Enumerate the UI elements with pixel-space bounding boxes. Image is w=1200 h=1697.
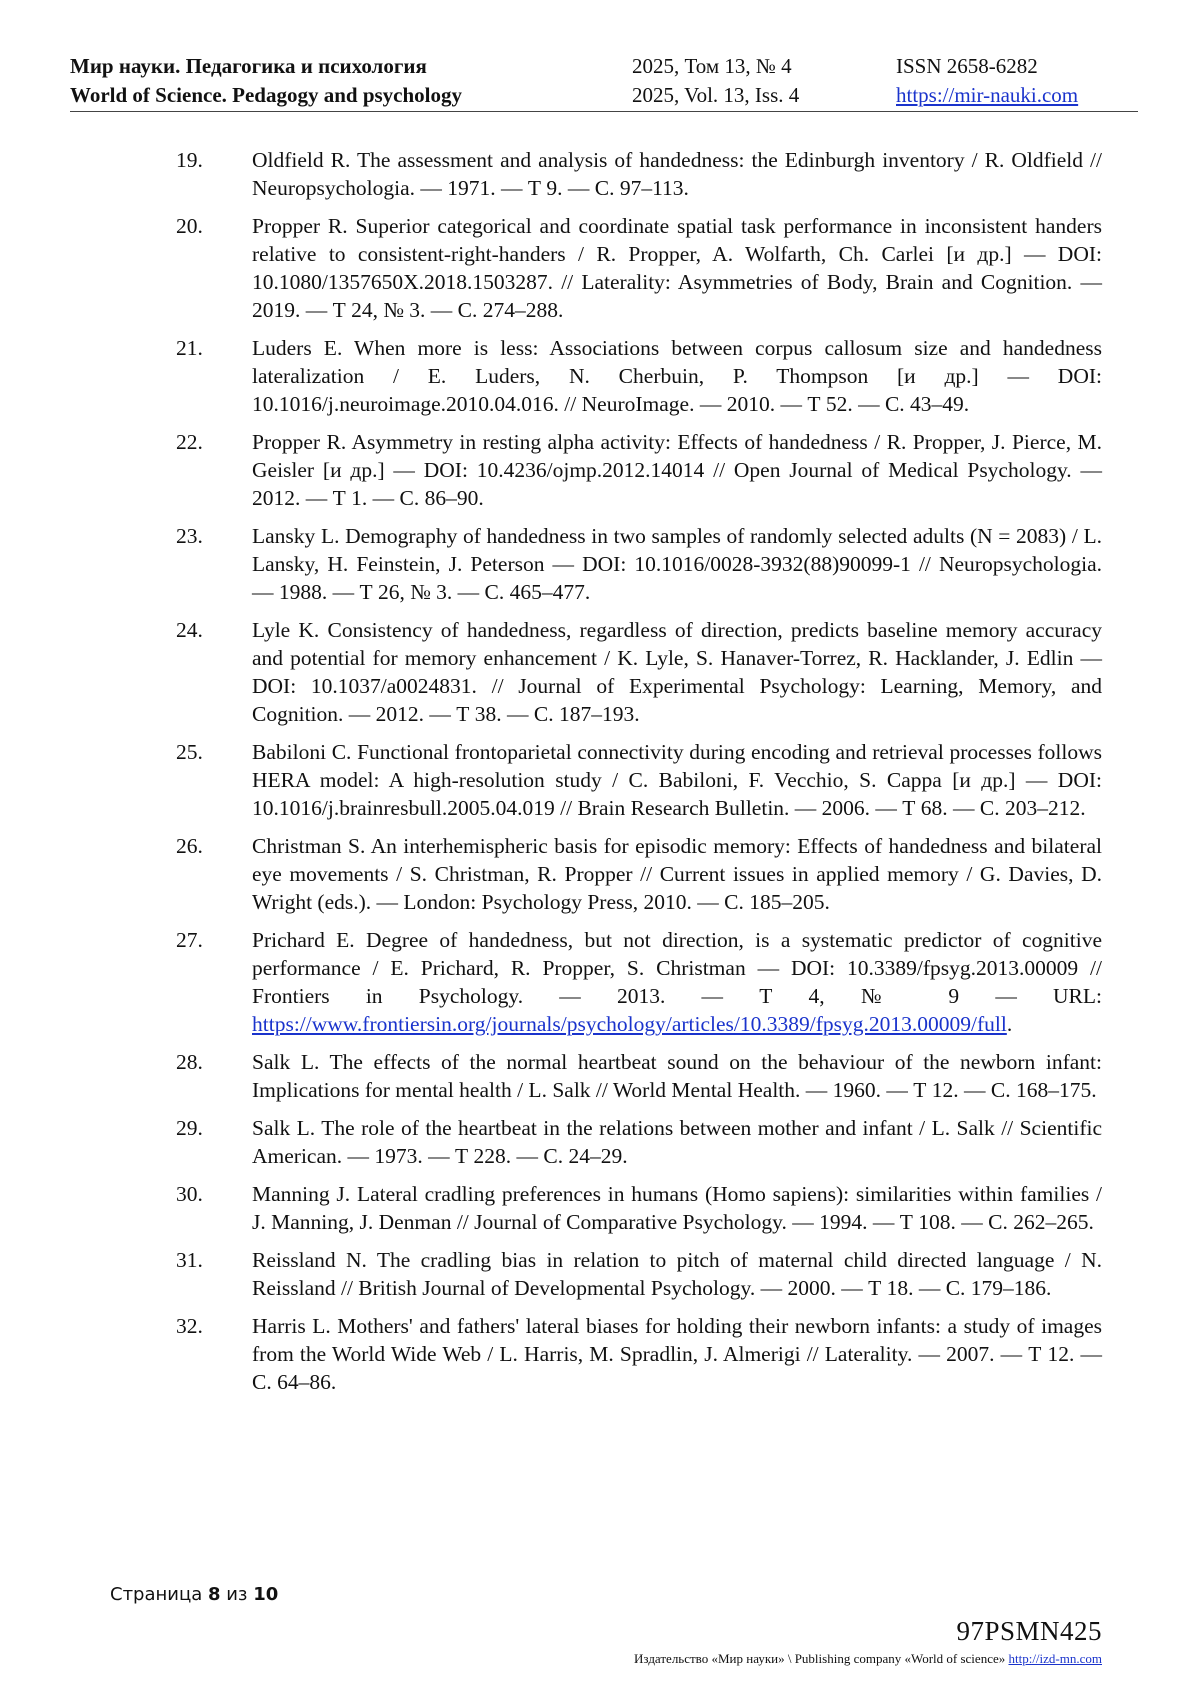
- reference-item: [176, 1114, 1102, 1170]
- journal-title-ru: Мир науки. Педагогика и психология: [70, 54, 427, 78]
- reference-number: 20.: [176, 214, 203, 238]
- reference-item: [176, 334, 1102, 418]
- reference-item: [176, 1246, 1102, 1302]
- reference-item: [176, 522, 1102, 606]
- publisher-line: [634, 1651, 1102, 1667]
- reference-number: 30.: [176, 1182, 203, 1206]
- reference-item: [176, 428, 1102, 512]
- reference-number: 25.: [176, 740, 203, 764]
- journal-title-en: World of Science. Pedagogy and psychology: [70, 83, 463, 107]
- reference-number: 28.: [176, 1050, 203, 1074]
- reference-text: Luders E. When more is less: Associations between corpus callosum size and handedness lateralization / E. Luders, N. Cherbuin, P. Thompson [и др.] — DOI: 10.1016/j.neuroimage.2010.04.016. // NeuroImage. — 2010. — Т 52. — С. 43–49.: [252, 336, 1102, 416]
- reference-text: Manning J. Lateral cradling preferences in humans (Homo sapiens): similarities within families / J. Manning, J. Denman // Journal of Comparative Psychology. — 1994. — Т 108. — С. 262–265.: [252, 1182, 1102, 1234]
- reference-item: [176, 212, 1102, 324]
- publisher-link[interactable]: http://izd-mn.com: [1008, 1651, 1102, 1666]
- reference-item: [176, 738, 1102, 822]
- reference-item: [176, 832, 1102, 916]
- reference-number: 31.: [176, 1248, 203, 1272]
- reference-number: 24.: [176, 618, 203, 642]
- header-divider: [70, 111, 1138, 112]
- total-pages-number: 10: [253, 1584, 279, 1605]
- reference-item: [176, 616, 1102, 728]
- page-counter: Страница 8 из 10: [110, 1584, 279, 1605]
- reference-number: 32.: [176, 1314, 203, 1338]
- reference-text: Lansky L. Demography of handedness in two samples of randomly selected adults (N = 2083) / L. Lansky, H. Feinstein, J. Peterson — DOI: 10.1016/0028-3932(88)90099-1 // Neuropsychologia. — 1988. — Т 26, № 3. — С. 465–477.: [252, 524, 1102, 604]
- issn: ISSN 2658-6282: [896, 54, 1038, 78]
- reference-text: Oldfield R. The assessment and analysis of handedness: the Edinburgh inventory / R. Oldfield // Neuropsychologia. — 1971. — Т 9. — С. 97–113.: [252, 148, 1102, 200]
- issue-info-en: 2025, Vol. 13, Iss. 4: [632, 83, 800, 107]
- reference-text: Propper R. Asymmetry in resting alpha activity: Effects of handedness / R. Propper, J. Pierce, M. Geisler [и др.] — DOI: 10.4236/ojmp.2012.14014 // Open Journal of Medical Psychology. — 2012. — Т 1. — С. 86–90.: [252, 430, 1102, 510]
- reference-text: Babiloni C. Functional frontoparietal connectivity during encoding and retrieval processes follows HERA model: A high-resolution study / C. Babiloni, F. Vecchio, S. Cappa [и др.] — DOI: 10.1016/j.brainresbull.2005.04.019 // Brain Research Bulletin. — 2006. — Т 68. — С. 203–212.: [252, 740, 1102, 820]
- issue-info-ru: 2025, Том 13, № 4: [632, 54, 792, 78]
- reference-item: [176, 926, 1102, 1038]
- reference-number: 23.: [176, 524, 203, 548]
- reference-number: 26.: [176, 834, 203, 858]
- reference-text: Lyle K. Consistency of handedness, regardless of direction, predicts baseline memory accuracy and potential for memory enhancement / K. Lyle, S. Hanaver-Torrez, R. Hacklander, J. Edlin — DOI: 10.1037/a0024831. // Journal of Experimental Psychology: Learning, Memory, and Cognition. — 2012. — Т 38. — С. 187–193.: [252, 618, 1102, 726]
- reference-text: Reissland N. The cradling bias in relation to pitch of maternal child directed language / N. Reissland // British Journal of Developmental Psychology. — 2000. — Т 18. — С. 179–186.: [252, 1248, 1102, 1300]
- reference-item: [176, 1312, 1102, 1396]
- reference-text: Christman S. An interhemispheric basis for episodic memory: Effects of handedness and bilateral eye movements / S. Christman, R. Propper // Current issues in applied memory / G. Davies, D. Wright (eds.). — London: Psychology Press, 2010. — С. 185–205.: [252, 834, 1102, 914]
- journal-website-link[interactable]: https://mir-nauki.com: [896, 83, 1079, 107]
- reference-text: Salk L. The effects of the normal heartbeat sound on the behaviour of the newborn infant: Implications for mental health / L. Salk // World Mental Health. — 1960. — Т 12. — С. 168–175.: [252, 1050, 1102, 1102]
- reference-text: Prichard E. Degree of handedness, but not direction, is a systematic predictor of cognitive performance / E. Prichard, R. Propper, S. Christman — DOI: 10.3389/fpsyg.2013.00009 // Frontiers in Psychology. — 2013. — Т 4, № 9 — URL: https://www.frontiersin.org/journals/psychology/articles/10.3389/fpsyg.2013.00009/full.: [252, 928, 1102, 1036]
- publisher-name: Издательство «Мир науки» \ Publishing company «World of science»: [634, 1651, 1009, 1666]
- article-code: 97PSMN425: [956, 1616, 1102, 1646]
- reference-item: [176, 1180, 1102, 1236]
- reference-number: 19.: [176, 148, 203, 172]
- reference-number: 29.: [176, 1116, 203, 1140]
- reference-number: 21.: [176, 336, 203, 360]
- reference-text: Salk L. The role of the heartbeat in the relations between mother and infant / L. Salk // Scientific American. — 1973. — Т 228. — С. 24–29.: [252, 1116, 1102, 1168]
- reference-text: Harris L. Mothers' and fathers' lateral biases for holding their newborn infants: a study of images from the World Wide Web / L. Harris, M. Spradlin, J. Almerigi // Laterality. — 2007. — Т 12. — С. 64–86.: [252, 1314, 1102, 1394]
- reference-item: [176, 146, 1102, 202]
- reference-text: Propper R. Superior categorical and coordinate spatial task performance in inconsistent handers relative to consistent-right-handers / R. Propper, A. Wolfarth, Ch. Carlei [и др.] — DOI: 10.1080/1357650X.2018.1503287. // Laterality: Asymmetries of Body, Brain and Cognition. — 2019. — Т 24, № 3. — С. 274–288.: [252, 214, 1102, 322]
- reference-list: [176, 146, 1102, 1406]
- reference-number: 22.: [176, 430, 203, 454]
- reference-url-link[interactable]: https://www.frontiersin.org/journals/psychology/articles/10.3389/fpsyg.2013.00009/full: [252, 1012, 1007, 1036]
- current-page-number: 8: [207, 1584, 221, 1605]
- reference-number: 27.: [176, 928, 203, 952]
- reference-item: [176, 1048, 1102, 1104]
- page-header: [70, 52, 1138, 110]
